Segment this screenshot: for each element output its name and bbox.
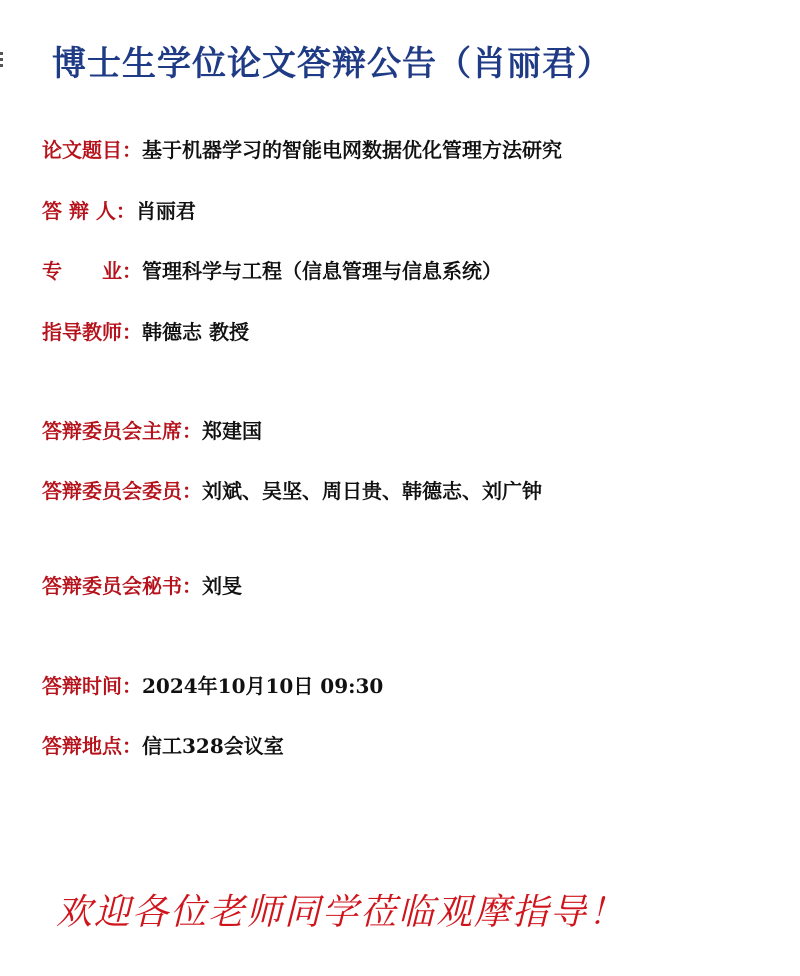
chair-value: 郑建国 bbox=[202, 419, 262, 443]
chair-row bbox=[42, 419, 262, 443]
advisor-row bbox=[42, 320, 249, 344]
secretary-row bbox=[42, 574, 242, 598]
page-title: 博士生学位论文答辩公告（肖丽君） bbox=[52, 44, 612, 84]
place-value: 信工328会议室 bbox=[142, 734, 284, 758]
advisor-value: 韩德志 教授 bbox=[142, 320, 249, 344]
place-label: 答辩地点： bbox=[42, 734, 142, 758]
members-row bbox=[42, 479, 542, 503]
advisor-label: 指导教师： bbox=[42, 320, 142, 344]
topic-row bbox=[42, 138, 562, 162]
members-label: 答辩委员会委员： bbox=[42, 479, 202, 503]
secretary-value: 刘旻 bbox=[202, 574, 242, 598]
time-label: 答辩时间： bbox=[42, 674, 142, 698]
major-label: 专 业： bbox=[42, 259, 142, 283]
edge-drag-handle bbox=[0, 52, 6, 68]
major-value: 管理科学与工程（信息管理与信息系统） bbox=[142, 259, 502, 283]
secretary-label: 答辩委员会秘书： bbox=[42, 574, 202, 598]
major-row bbox=[42, 259, 502, 283]
defender-value: 肖丽君 bbox=[135, 199, 196, 223]
defender-label: 答 辩 人： bbox=[42, 199, 136, 223]
place-row bbox=[42, 734, 284, 758]
topic-label: 论文题目： bbox=[42, 138, 142, 162]
time-row bbox=[42, 674, 383, 698]
time-value: 2024年10月10日 09:30 bbox=[142, 674, 384, 698]
members-value: 刘斌、吴坚、周日贵、韩德志、刘广钟 bbox=[202, 479, 542, 503]
defender-row bbox=[42, 199, 196, 223]
chair-label: 答辩委员会主席： bbox=[42, 419, 202, 443]
welcome-message: 欢迎各位老师同学莅临观摩指导！ bbox=[56, 892, 627, 933]
topic-value: 基于机器学习的智能电网数据优化管理方法研究 bbox=[142, 138, 562, 162]
